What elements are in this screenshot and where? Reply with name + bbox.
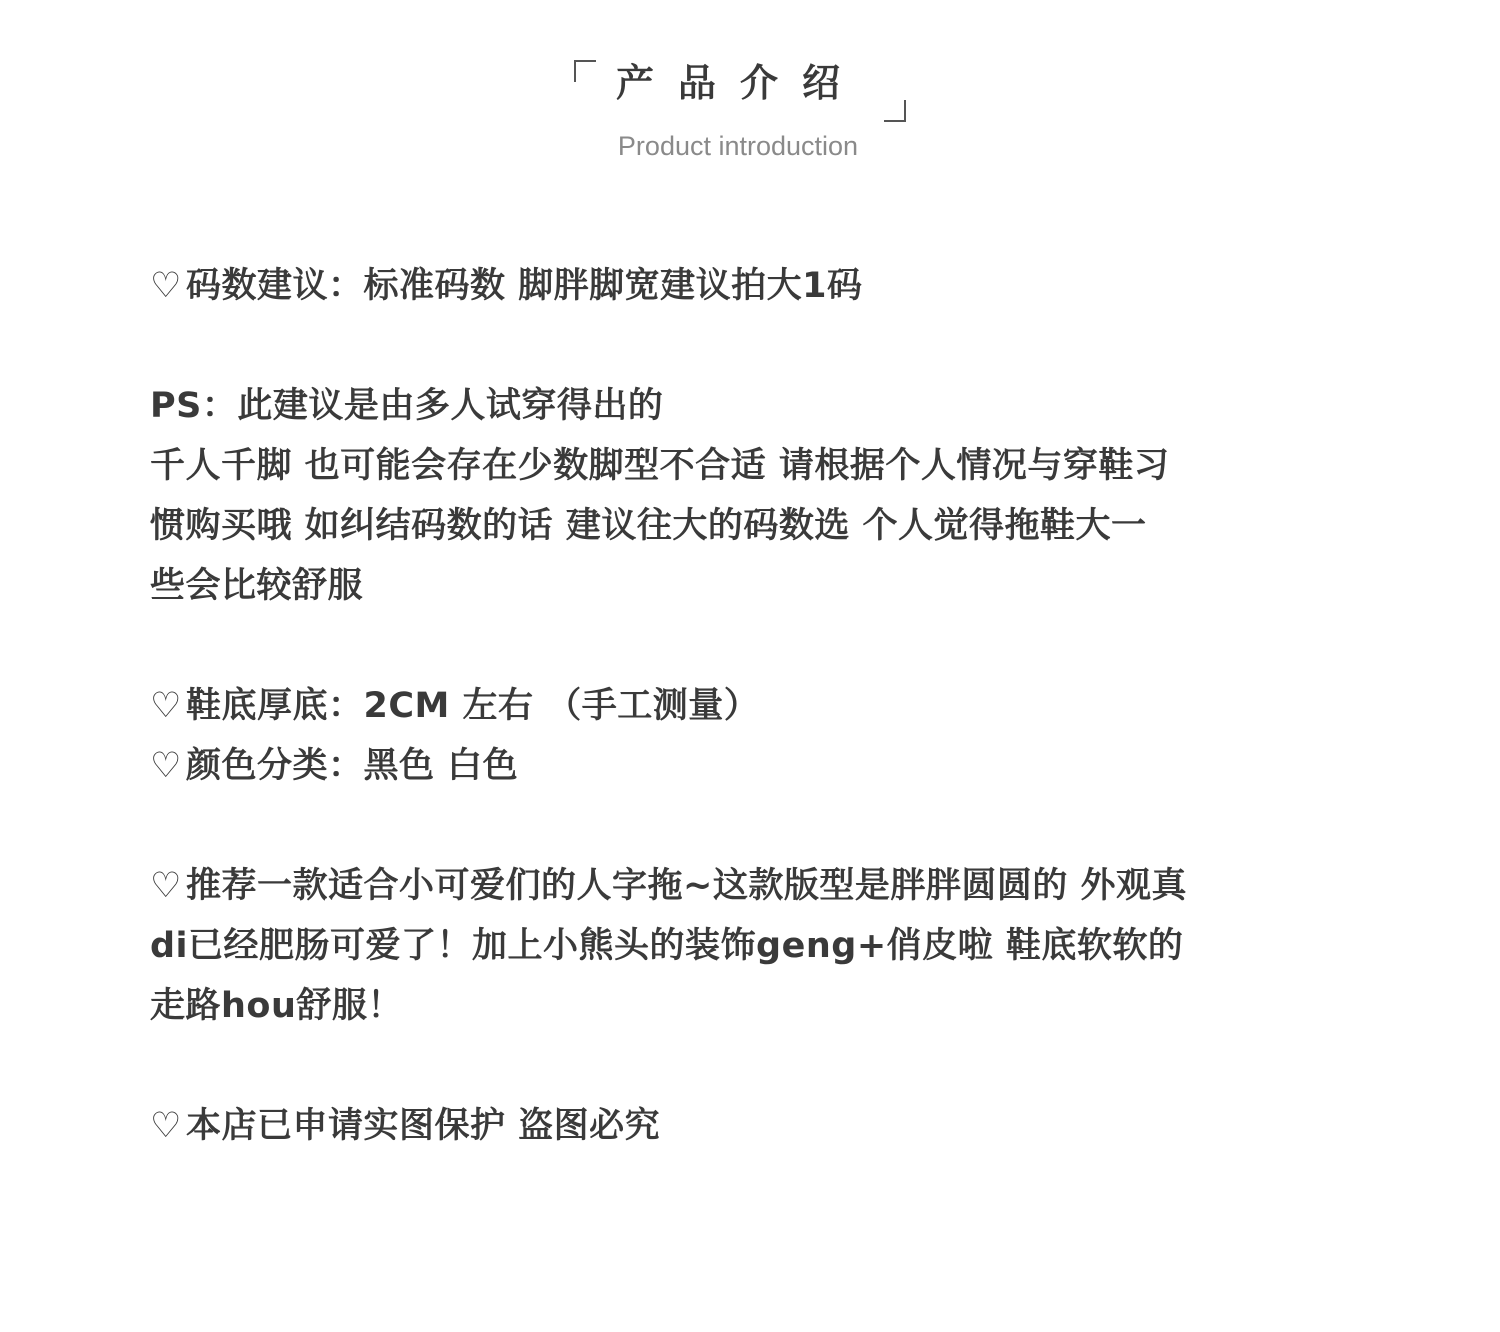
ps-line: 惯购买哦 如纠结码数的话 建议往大的码数选 个人觉得拖鞋大一 bbox=[150, 506, 1147, 546]
heart-outline-icon: ♡ bbox=[150, 1106, 182, 1146]
color-options-line bbox=[150, 736, 1370, 796]
heart-outline-icon: ♡ bbox=[150, 266, 182, 306]
corner-bracket-top-left bbox=[574, 60, 596, 82]
spacer bbox=[150, 316, 1370, 376]
size-advice-line bbox=[150, 256, 1370, 316]
section-header bbox=[0, 0, 1500, 200]
sole-thickness-text: 鞋底厚底：2CM 左右 （手工测量） bbox=[186, 686, 760, 726]
spacer bbox=[150, 616, 1370, 676]
protection-notice-line bbox=[150, 1096, 1370, 1156]
color-options-text: 颜色分类：黑色 白色 bbox=[186, 746, 519, 786]
spacer bbox=[150, 796, 1370, 856]
heart-outline-icon: ♡ bbox=[150, 686, 182, 726]
ps-line: 千人千脚 也可能会存在少数脚型不合适 请根据个人情况与穿鞋习 bbox=[150, 446, 1170, 486]
recommend-text: 推荐一款适合小可爱们的人字拖~这款版型是胖胖圆圆的 外观真 bbox=[186, 866, 1188, 906]
size-advice-text: 码数建议：标准码数 脚胖脚宽建议拍大1码 bbox=[186, 266, 863, 306]
ps-line: 些会比较舒服 bbox=[150, 566, 364, 606]
recommend-line: 走路hou舒服！ bbox=[150, 986, 403, 1026]
heart-outline-icon: ♡ bbox=[150, 866, 182, 906]
section-subtitle: Product introduction bbox=[617, 131, 859, 161]
protection-notice-text: 本店已申请实图保护 盗图必究 bbox=[186, 1106, 661, 1146]
section-title: 产品介绍 bbox=[615, 61, 864, 105]
recommend-line bbox=[150, 856, 1370, 916]
ps-line: PS：此建议是由多人试穿得出的 bbox=[150, 386, 664, 426]
sole-thickness-line bbox=[150, 676, 1370, 736]
product-description bbox=[150, 256, 1370, 1156]
recommend-line: di已经肥肠可爱了！加上小熊头的装饰geng+俏皮啦 鞋底软软的 bbox=[150, 926, 1184, 966]
corner-bracket-bottom-right bbox=[884, 100, 906, 122]
heart-outline-icon: ♡ bbox=[150, 746, 182, 786]
spacer bbox=[150, 1036, 1370, 1096]
